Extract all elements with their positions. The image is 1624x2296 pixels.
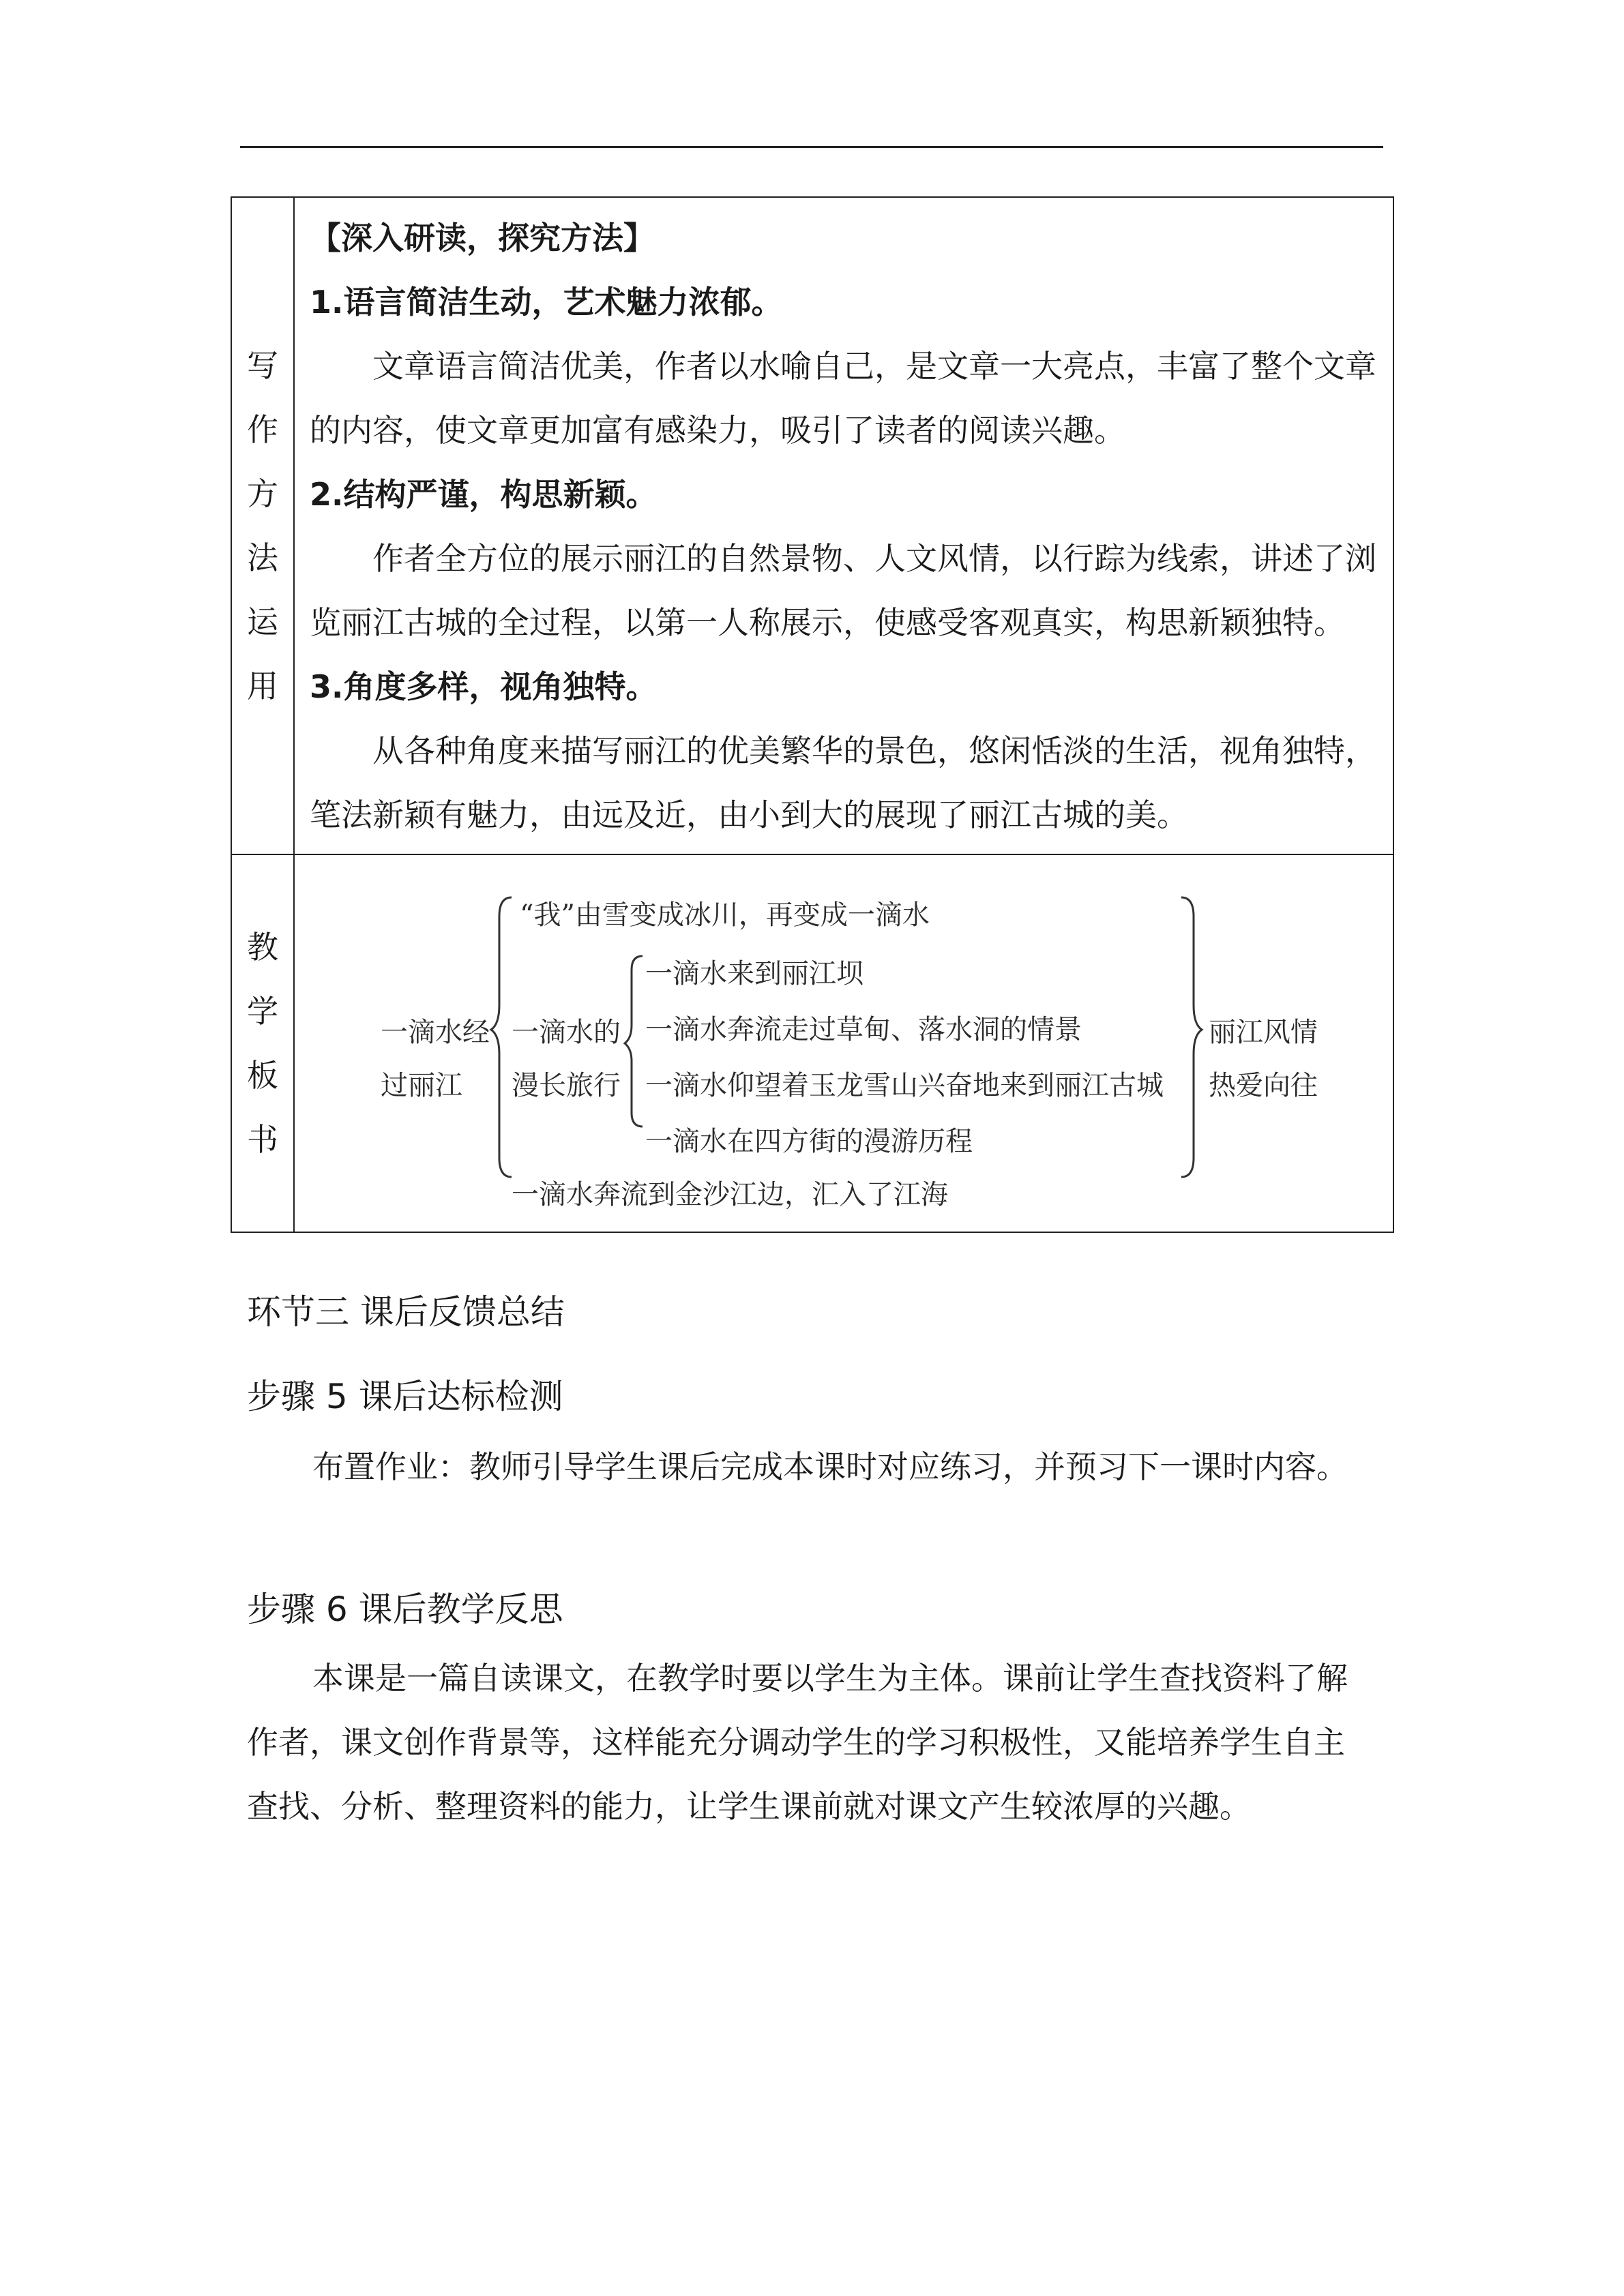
point-3-text: 从各种角度来描写丽江的优美繁华的景色，悠闲恬淡的生活，视角独特，笔法新颖有魅力，由远及近，由小到大的展现了丽江古城的美。 [310,732,1376,833]
board-root-line1: 一滴水经 [381,1017,490,1048]
board-label: 教 学 板 书 [231,854,294,1232]
board-root-line2: 过丽江 [381,1070,462,1101]
header-rule [240,146,1383,148]
board-right-line2: 热爱向往 [1209,1070,1318,1101]
method-row [231,197,1393,854]
step-5-text: 布置作业：教师引导学生课后完成本课时对应练习，并预习下一课时内容。 [312,1448,1348,1485]
inner-left-brace [625,956,643,1127]
board-right-line1: 丽江风情 [1209,1017,1318,1048]
method-content [294,197,1393,854]
point-2-text: 作者全方位的展示丽江的自然景物、人文风情，以行踪为线索，讲述了浏览丽江古城的全过程，以第一人称展示，使感受客观真实，构思新颖独特。3.角度多样，视角独特。 [310,540,1376,705]
section-3-title: 环节三 课后反馈总结 [247,1292,565,1332]
step-6-title: 步骤 6 课后教学反思 [247,1590,563,1629]
board-sub-1: 一滴水来到丽江坝 [645,958,863,989]
right-brace [1181,897,1202,1177]
board-sub-4: 一滴水在四方街的漫游历程 [645,1126,973,1157]
step-5-title: 步骤 5 课后达标检测 [247,1377,563,1416]
board-diagram [294,854,1393,1232]
outer-left-brace [491,897,512,1177]
board-row [231,854,1393,1232]
step-6-text: 本课是一篇自读课文，在教学时要以学生为主体。课前让学生查找资料了解作者，课文创作背景等，这样能充分调动学生的学习积极性，又能培养学生自主查找、分析、整理资料的能力，让学生课前就对课文产生较浓厚的兴趣。 [247,1660,1348,1825]
board-sub-2: 一滴水奔流走过草甸、落水洞的情景 [645,1014,1082,1045]
board-sub-3: 一滴水仰望着玉龙雪山兴奋地来到丽江古城 [645,1070,1164,1101]
board-mid-line1: 一滴水的 [512,1017,621,1048]
board-top-branch: “我”由雪变成冰川，再变成一滴水 [520,899,930,931]
board-bottom-branch: 一滴水奔流到金沙江边，汇入了江海 [512,1179,948,1210]
point-1-title: 1.语言简洁生动，艺术魅力浓郁。 [310,284,783,320]
point-2-title: 2.结构严谨，构思新颖。 [310,476,658,513]
point-1-text: 文章语言简洁优美，作者以水喻自己，是文章一大亮点，丰富了整个文章的内容，使文章更加富有感染力，吸引了读者的阅读兴趣。 [310,348,1376,449]
method-heading: 【深入研读，探究方法】 [310,220,655,256]
point-3-title: 3.角度多样，视角独特。 [310,668,658,705]
board-mid-line2: 漫长旅行 [512,1070,621,1101]
method-label: 写 作 方 法 运 用 [231,197,294,854]
lesson-table [231,196,1394,1233]
